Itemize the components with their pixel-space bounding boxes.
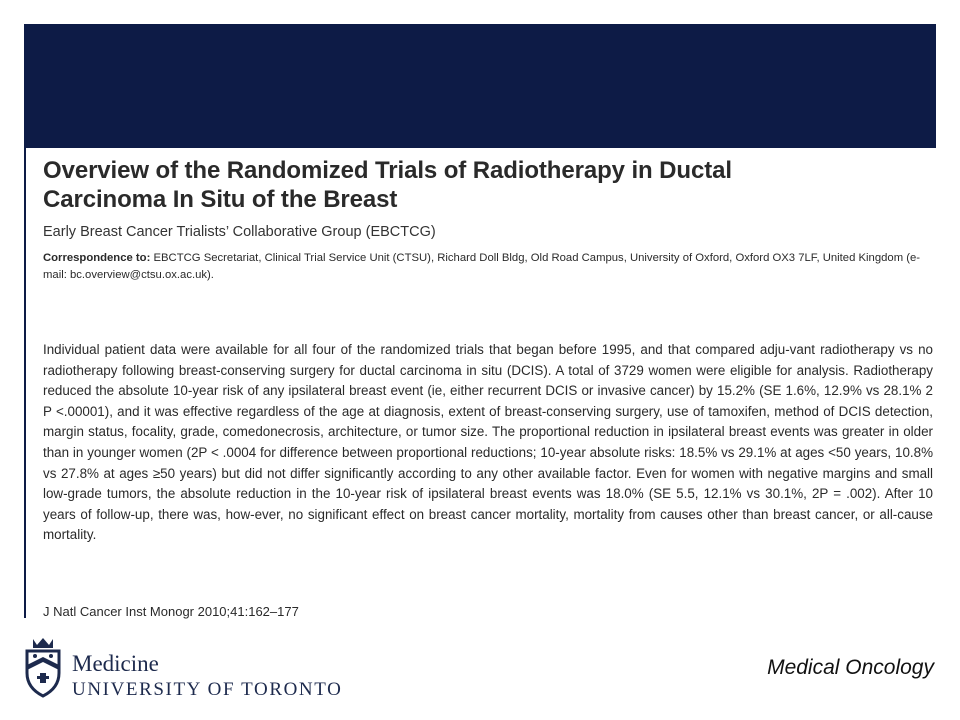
header-banner	[24, 24, 936, 148]
article-authors: Early Breast Cancer Trialists’ Collaborative Group (EBCTCG)	[43, 224, 436, 240]
logo-university-text: UNIVERSITY OF TORONTO	[72, 679, 343, 700]
article-abstract: Individual patient data were available for all four of the randomized trials that began before 1995, and that compared adju-vant radiotherapy vs no radiotherapy following breast-conserving surgery for ductal carcinoma in situ (DCIS). A total of 3729 women were eligible for analysis. Radiotherapy reduced the absolute 10-year risk of any ipsilateral breast event (ie, either recurrent DCIS or invasive cancer) by 15.2% (SE 1.6%, 12.9% vs 28.1% 2 P <.00001), and it was effective regardless of the age at diagnosis, extent of breast-conserving surgery, use of tamoxifen, method of DCIS detection, margin status, focality, grade, comedonecrosis, architecture, or tumor size. The proportional reduction in ipsilateral breast events was greater in older than in younger women (2P < .0004 for difference between proportional reductions; 10-year absolute risks: 18.5% vs 29.1% at ages <50 years, 10.8% vs 27.8% at ages ≥50 years) but did not differ significantly according to any other available factor. Even for women with negative margins and small low-grade tumors, the absolute reduction in the 10-year risk of ipsilateral breast events was 18.0% (SE 5.5, 12.1% vs 30.1%, 2P = .002). After 10 years of follow-up, there was, how-ever, no significant effect on breast cancer mortality, mortality from causes other than breast cancer, or all-cause mortality.	[43, 342, 933, 543]
correspondence-label: Correspondence to:	[43, 252, 151, 264]
correspondence	[43, 250, 933, 284]
article-title-line-2: Carcinoma In Situ of the Breast	[43, 186, 398, 213]
journal-citation: J Natl Cancer Inst Monogr 2010;41:162–177	[43, 604, 299, 619]
logo-medicine-text: Medicine	[72, 651, 159, 676]
left-border-line	[24, 148, 26, 618]
correspondence-text: EBCTCG Secretariat, Clinical Trial Service Unit (CTSU), Richard Doll Bldg, Old Road Campus, University of Oxford, Oxford OX3 7LF, United Kingdom (e-mail: bc.overview@ctsu.ox.ac.uk).	[43, 252, 921, 281]
university-logo	[72, 652, 342, 702]
university-crest-icon	[24, 635, 62, 699]
article-title	[43, 156, 933, 214]
department-label: Medical Oncology	[767, 656, 934, 679]
article-title-line-1: Overview of the Randomized Trials of Radiotherapy in Ductal	[43, 157, 732, 184]
article-header	[43, 156, 933, 284]
